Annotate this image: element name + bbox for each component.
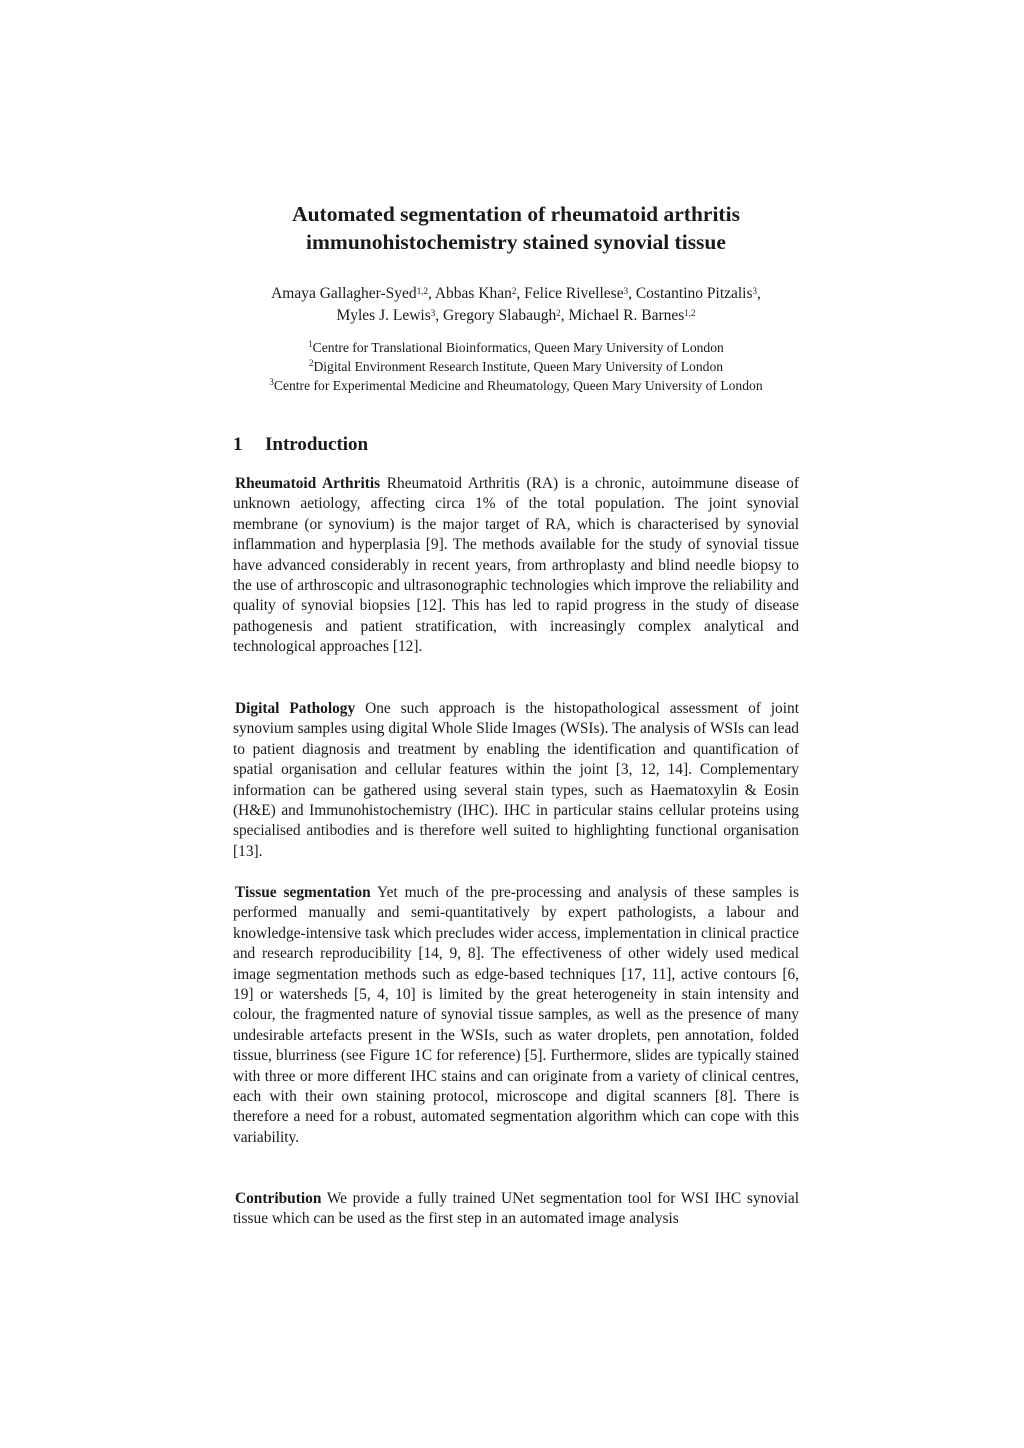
affiliation: $^2$Digital Environment Research Institute, Queen Mary University of London [308, 358, 724, 374]
paragraph-text: One such approach is the histopathological assessment of joint synovium samples using digital Whole Slide Images (WSIs). The analysis of WSIs can lead to patient diagnosis and treatment by enabling the identification and quantification of spatial organisation and cellular features within the joint [3, 12, 14]. Complementary information can be gathered using several stain types, such as Haematoxylin & Eosin (H&E) and Immunohistochemistry (IHC). IHC in particular stains cellular proteins using specialised antibodies and is therefore well suited to highlighting functional organisation [13]. [233, 700, 799, 860]
section-heading [233, 433, 368, 457]
title-line-1: Automated segmentation of rheumatoid arthritis [292, 202, 740, 226]
affiliation: $^3$Centre for Experimental Medicine and Rheumatology, Queen Mary University of London [269, 377, 763, 393]
author: Felice Rivellese$^3$, [524, 285, 636, 302]
author-list [233, 283, 799, 327]
author: Abbas Khan$^2$, [434, 285, 525, 302]
paragraph-tissue-segmentation [233, 883, 799, 1148]
paper-title [233, 200, 799, 256]
author: Michael R. Barnes$^{1,2}$ [568, 307, 696, 324]
affiliation-list [233, 338, 799, 395]
paragraph-rheumatoid-arthritis [233, 474, 799, 658]
author: Myles J. Lewis$^3$, [336, 307, 444, 324]
paragraph-text: Yet much of the pre-processing and analysis of these samples is performed manually and semi-quantitatively by expert pathologists, a labour and knowledge-intensive task which precludes wider access, implementation in clinical practice and research reproducibility [14, 9, 8]. The effectiveness of other widely used medical image segmentation methods such as edge-based techniques [17, 11], active contours [6, 19] or watersheds [5, 4, 10] is limited by the great heterogeneity in stain intensity and colour, the fragmented nature of synovial tissue samples, as well as the presence of many undesirable artefacts present in the WSIs, such as water droplets, pen annotation, folded tissue, blurriness (see Figure 1C for reference) [5]. Furthermore, slides are typically stained with three or more different IHC stains and can originate from a variety of clinical centres, each with their own staining protocol, microscope and digital scanners [8]. There is therefore a need for a robust, automated segmentation algorithm which can cope with this variability. [233, 884, 800, 1146]
paragraph-lead: Tissue segmentation [235, 884, 371, 901]
paragraph-digital-pathology [233, 699, 799, 862]
paragraph-lead: Digital Pathology [235, 700, 356, 717]
paragraph-lead: Contribution [235, 1190, 322, 1207]
affiliation: $^1$Centre for Translational Bioinformatics, Queen Mary University of London [308, 339, 724, 355]
author: Gregory Slabaugh$^2$, [443, 307, 569, 324]
section-number: 1 [233, 434, 243, 455]
paragraph-text: We provide a fully trained UNet segmentation tool for WSI IHC synovial tissue which can be used as the first step in an automated image analysis [233, 1190, 799, 1228]
paragraph-lead: Rheumatoid Arthritis [235, 475, 381, 492]
title-line-2: immunohistochemistry stained synovial tissue [306, 230, 726, 254]
author: Costantino Pitzalis$^3$, [635, 285, 761, 302]
author: Amaya Gallagher-Syed$^{1,2}$, [271, 285, 435, 302]
paragraph-contribution [233, 1189, 799, 1230]
section-title: Introduction [265, 434, 369, 455]
paragraph-text: Rheumatoid Arthritis (RA) is a chronic, autoimmune disease of unknown aetiology, affecting circa 1% of the total population. The joint synovial membrane (or synovium) is the major target of RA, which is characterised by synovial inflammation and hyperplasia [9]. The methods available for the study of synovial tissue have advanced considerably in recent years, from arthroplasty and blind needle biopsy to the use of arthroscopic and ultrasonographic technologies which improve the reliability and quality of synovial biopsies [12]. This has led to rapid progress in the study of disease pathogenesis and patient stratification, with increasingly complex analytical and technological approaches [12]. [233, 475, 799, 656]
